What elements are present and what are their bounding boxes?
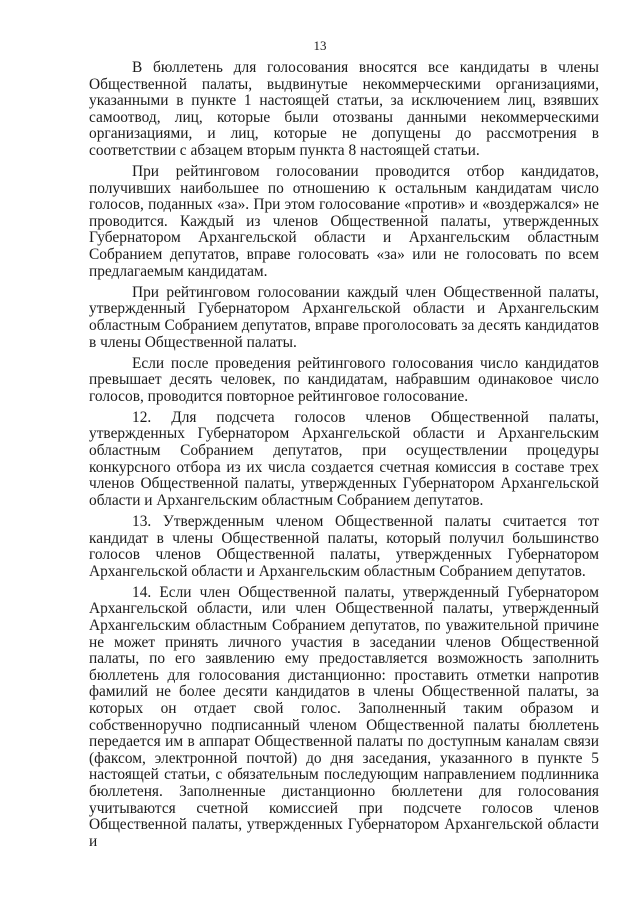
paragraph-item-12: 12. Для подсчета голосов членов Общественной палаты, утвержденных Губернатором Архангельской области и Архангельским областным Собранием депутатов, при осуществлении процедуры конкурсного отбора из их числа создается счетная комиссия в составе трех членов Общественной палаты, утвержденных Губернатором Архангельской области и Архангельским областным Собранием депутатов.	[89, 408, 599, 509]
page-number: 13	[313, 38, 327, 53]
paragraph-rating-vote-selection: При рейтинговом голосовании проводится отбор кандидатов, получивших наибольшее по отношению к остальным кандидатам число голосов, поданных «за». При этом голосование «против» и «воздержался» не проводится. Каждый из членов Общественной палаты, утвержденных Губернатором Архангельской области и Архангельским областным Собранием депутатов, вправе голосовать «за» или не голосовать по всем предлагаемым кандидатам.	[89, 163, 599, 280]
document-body	[89, 60, 599, 850]
paragraph-ten-candidates: При рейтинговом голосовании каждый член Общественной палаты, утвержденный Губернатором Архангельской области и Архангельским областным Собранием депутатов, вправе проголосовать за десять кандидатов в члены Общественной палаты.	[89, 283, 599, 351]
paragraph-repeat-vote: Если после проведения рейтингового голосования число кандидатов превышает десять человек, по кандидатам, набравшим одинаковое число голосов, проводится повторное рейтинговое голосование.	[89, 354, 599, 405]
paragraph-item-14: 14. Если член Общественной палаты, утвержденный Губернатором Архангельской области, или член Общественной палаты, утвержденный Архангельским областным Собранием депутатов, по уважительной причине не может принять личного участия в заседании членов Общественной палаты, по его заявлению ему предоставляется возможность заполнить бюллетень для голосования дистанционно: проставить отметки напротив фамилий не более десяти кандидатов в члены Общественной палаты, за которых он отдает свой голос. Заполненный таким образом и собственноручно подписанный членом Общественной палаты бюллетень передается им в аппарат Общественной палаты по доступным каналам связи (факсом, электронной почтой) до дня заседания, указанного в пункте 5 настоящей статьи, с обязательным последующим направлением подлинника бюллетеня. Заполненные дистанционно бюллетени для голосования учитываются счетной комиссией при подсчете голосов членов Общественной палаты, утвержденных Губернатором Архангельской области и	[89, 583, 599, 850]
paragraph-ballot-candidates: В бюллетень для голосования вносятся все кандидаты в члены Общественной палаты, выдвинутые некоммерческими организациями, указанными в пункте 1 настоящей статьи, за исключением лиц, взявших самоотвод, лиц, которые были отозваны данными некоммерческими организациями, и лиц, которые не допущены до рассмотрения в соответствии с абзацем вторым пункта 8 настоящей статьи.	[89, 59, 599, 159]
paragraph-item-13: 13. Утвержденным членом Общественной палаты считается тот кандидат в члены Общественной палаты, который получил большинство голосов членов Общественной палаты, утвержденных Губернатором Архангельской области и Архангельским областным Собранием депутатов.	[89, 512, 599, 580]
